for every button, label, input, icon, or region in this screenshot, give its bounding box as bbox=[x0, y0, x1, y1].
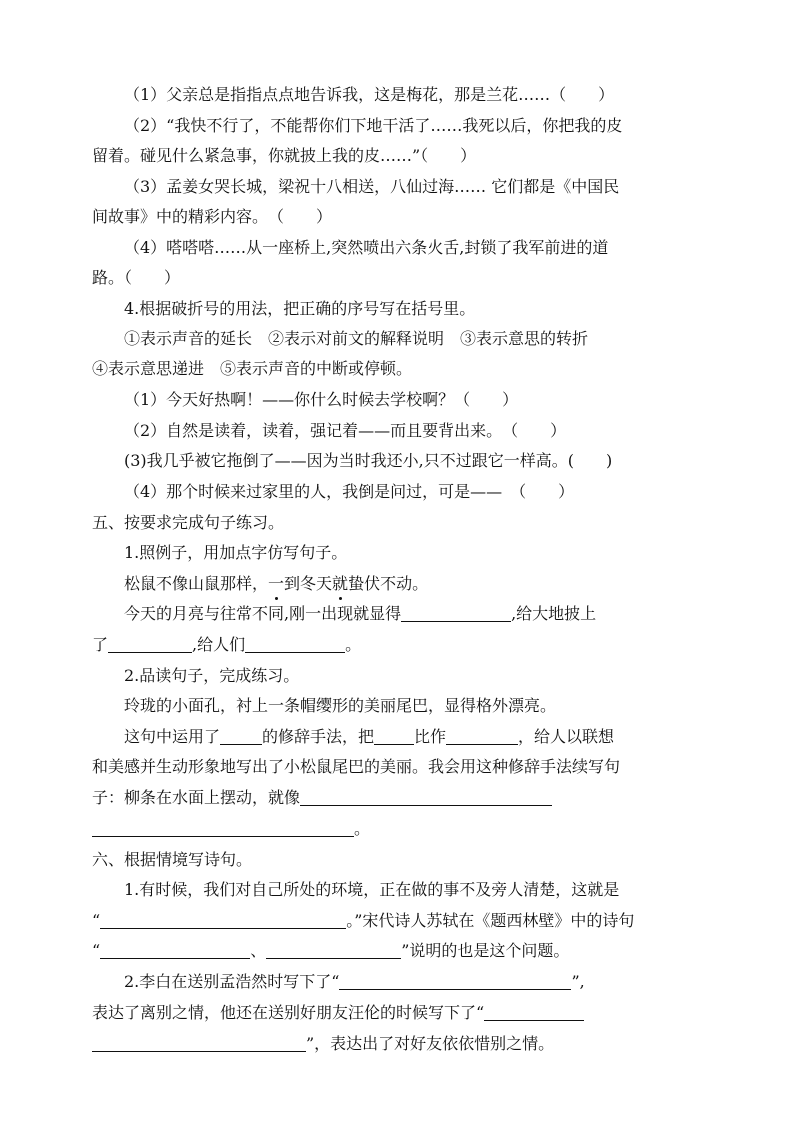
sec6-part-1-line-3: “ 、 ”说明的也是这个问题。 bbox=[92, 941, 570, 960]
q3-sentence-2-line-1: （2）“我快不行了，不能帮你们下地干活了……我死以后，你把我的皮 bbox=[124, 116, 623, 135]
q3-sentence-1: （1）父亲总是指指点点地告诉我，这是梅花，那是兰花……（ ） bbox=[124, 85, 615, 104]
sec5-part-2-title: 2.品读句子，完成练习。 bbox=[124, 666, 300, 685]
answer-blank[interactable] bbox=[245, 636, 345, 653]
answer-blank[interactable] bbox=[300, 789, 552, 806]
dotted-char-1: 一 bbox=[268, 574, 285, 593]
q4-sentence-3: (3)我几乎被它拖倒了——因为当时我还小,只不过跟它一样高。( ) bbox=[124, 451, 613, 470]
answer-blank[interactable] bbox=[92, 1035, 306, 1052]
sec5-rhetoric-line-2: 和美感并生动形象地写出了小松鼠尾巴的美丽。我会用这种修辞手法续写句 bbox=[92, 757, 621, 776]
q4-options-line-1: ①表示声音的延长 ②表示对前文的解释说明 ③表示意思的转折 bbox=[124, 329, 589, 348]
answer-blank[interactable] bbox=[446, 728, 518, 745]
sec6-part-1-line-2: “ 。”宋代诗人苏轼在《题西林壁》中的诗句 bbox=[92, 911, 635, 930]
q4-options-line-2: ④表示意思递进 ⑤表示声音的中断或停顿。 bbox=[92, 359, 413, 378]
sec6-part-2-line-1: 2.李白在送别孟浩然时写下了“ ”, bbox=[124, 972, 585, 991]
q4-sentence-2: （2）自然是读着，读着，强记着——而且要背出来。 （ ） bbox=[124, 421, 567, 440]
q4-sentence-4: （4）那个时候来过家里的人，我倒是问过，可是—— （ ） bbox=[124, 482, 575, 501]
answer-blank[interactable] bbox=[484, 1004, 584, 1021]
q3-sentence-3-line-1: （3）孟姜女哭长城，梁祝十八相送，八仙过海…… 它们都是《中国民 bbox=[124, 177, 620, 196]
sec5-rhetoric-line-4: 。 bbox=[92, 819, 702, 839]
answer-blank[interactable] bbox=[401, 605, 511, 622]
answer-blank[interactable] bbox=[92, 820, 354, 837]
q3-sentence-4-line-2: 路。（ ） bbox=[92, 268, 181, 287]
answer-blank[interactable] bbox=[266, 942, 401, 959]
sec5-quoted-sentence: 玲珑的小面孔，衬上一条帽缨形的美丽尾巴，显得格外漂亮。 bbox=[124, 696, 557, 715]
answer-blank[interactable] bbox=[100, 912, 346, 929]
q3-sentence-3-line-2: 间故事》中的精彩内容。 （ ） bbox=[92, 207, 333, 226]
q4-sentence-1: （1）今天好热啊！——你什么时候去学校啊？（ ） bbox=[124, 390, 519, 409]
sec5-imitate-line-1: 今天的月亮与往常不同,刚一出现就显得 ,给大地披上 bbox=[124, 604, 597, 623]
q4-title: 4.根据破折号的用法，把正确的序号写在括号里。 bbox=[124, 299, 476, 318]
section-5-title: 五、按要求完成句子练习。 bbox=[92, 513, 285, 532]
sec5-imitate-line-2: 了 ,给人们 。 bbox=[92, 635, 362, 654]
answer-blank[interactable] bbox=[339, 973, 571, 990]
sec5-example-sentence: 松鼠不像山鼠那样，一到冬天就蛰伏不动。 bbox=[124, 574, 429, 593]
section-6-title: 六、根据情境写诗句。 bbox=[92, 850, 253, 869]
sec5-part-1-title: 1.照例子，用加点字仿写句子。 bbox=[124, 543, 348, 562]
sec5-rhetoric-line-3: 子：柳条在水面上摆动，就像 bbox=[92, 788, 702, 808]
sec6-part-2-line-2: 表达了离别之情，他还在送别好朋友汪伦的时候写下了“ bbox=[92, 1003, 702, 1023]
sec6-part-1-line-1: 1.有时候，我们对自己所处的环境，正在做的事不及旁人清楚，这就是 bbox=[124, 880, 620, 899]
answer-blank[interactable] bbox=[374, 728, 414, 745]
sec5-rhetoric-line-1: 这句中运用了 的修辞手法，把 比作 ，给人以联想 bbox=[124, 727, 615, 746]
q3-sentence-2-line-2: 留着。碰见什么紧急事，你就披上我的皮……”（ ） bbox=[92, 146, 477, 165]
answer-blank[interactable] bbox=[220, 728, 262, 745]
answer-blank[interactable] bbox=[108, 636, 192, 653]
sec6-part-2-line-3: ”，表达出了对好友依依惜别之情。 bbox=[92, 1034, 702, 1054]
answer-blank[interactable] bbox=[100, 942, 250, 959]
dotted-char-2: 就 bbox=[332, 574, 349, 593]
q3-sentence-4-line-1: （4）嗒嗒嗒……从一座桥上,突然喷出六条火舌,封锁了我军前进的道 bbox=[124, 238, 609, 257]
